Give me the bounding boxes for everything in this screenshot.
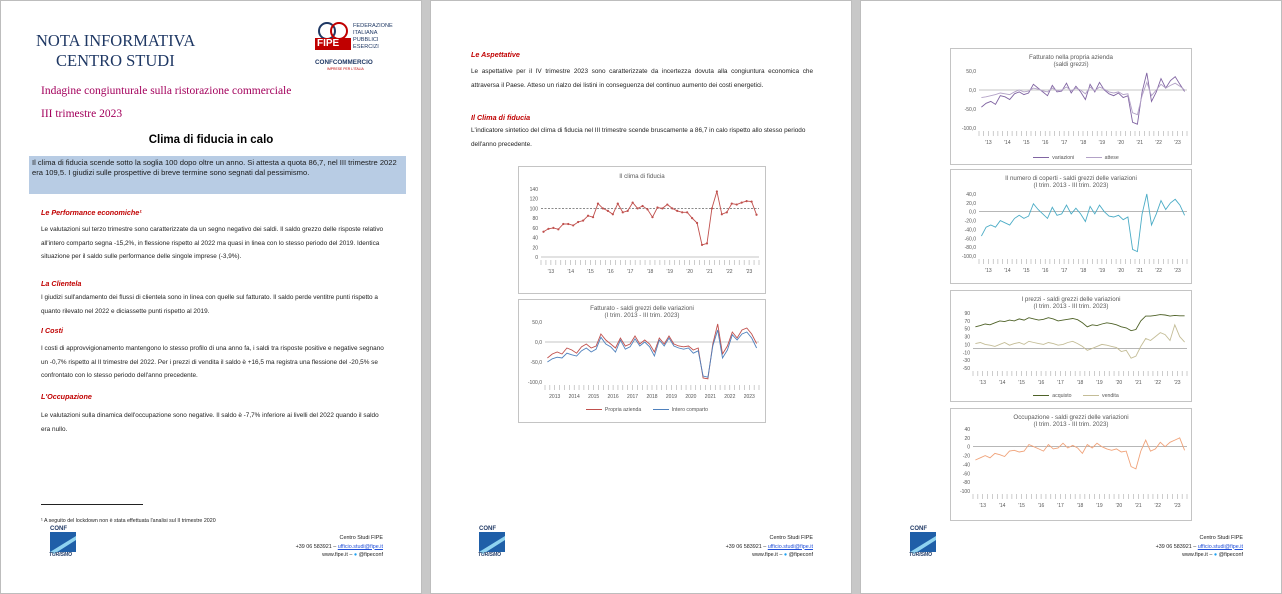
y-tick-label: 0 [535,255,538,261]
y-tick-label: 20 [964,435,970,442]
footer-org: Centro Studi FIPE [769,535,813,541]
data-point [552,227,554,229]
x-tick-label: '16 [1041,268,1049,274]
legend-variazioni: variazioni [1052,155,1075,161]
y-tick-label: -100 [959,489,970,495]
footer-web: www.fipe.it – [1182,552,1214,558]
data-point [632,202,634,204]
footnote-divider [41,504,143,505]
footer-email-link[interactable]: ufficio.studi@fipe.it [767,543,813,550]
chart-title: Il numero di coperti - saldi grezzi delle variazioni [1005,175,1137,182]
data-point [592,216,594,218]
series-line-attese [981,82,1184,114]
footer-email-link[interactable]: ufficio.studi@fipe.it [1197,543,1243,550]
page-1 [0,0,422,594]
x-tick-label: '16 [1037,380,1045,386]
x-tick-label: '17 [1060,268,1068,274]
x-tick-label: '15 [587,269,594,275]
data-point [706,242,708,244]
y-tick-label: 40 [964,427,970,433]
footer-email-link[interactable]: ufficio.studi@fipe.it [337,543,383,550]
x-tick-label: '19 [1098,140,1106,146]
x-tick-label: '22 [1154,380,1162,386]
y-tick-label: -50,0 [964,107,976,113]
footer-social: @fipeconf [788,552,813,558]
data-point [691,217,693,219]
data-point [656,206,658,208]
data-point [651,216,653,218]
y-tick-label: 120 [529,196,538,203]
data-point [602,207,604,209]
chart-subtitle: (I trim. 2013 - III trim. 2023) [1033,421,1109,428]
data-point [612,213,614,215]
x-tick-label: '20 [1117,140,1125,146]
section-costi-text: I costi di approvvigionamento mantengono lo stesso profilo di una anno fa, i saldi tra risposte positive e negative segnano un -0,7% rispetto al II trimestre del 2022. Per i prezzi di vendita il saldo è +16,5 ma registra una flessione del -20,5% se confrontato con lo stesso periodo dell'anno precedente. [41,345,384,379]
y-tick-label: -60,0 [964,236,976,243]
fipe-federation-text: FEDERAZIONE ITALIANA PUBBLICI ESERCIZI [353,23,393,50]
y-tick-label: -50,0 [530,360,542,366]
x-tick-label: '19 [1096,380,1103,386]
chart-title: I prezzi - saldi grezzi delle variazioni [1021,296,1121,303]
confturismo-logo-top: CONF [479,526,496,532]
chart-title: Occupazione - saldi grezzi delle variazioni [1013,414,1129,421]
x-tick-label: 2018 [646,394,658,400]
x-tick-label: '14 [998,503,1006,509]
x-tick-label: '16 [1041,140,1049,146]
data-point [582,219,584,221]
x-tick-label: 2015 [588,394,600,400]
x-tick-label: '14 [1004,268,1011,274]
footer-social: @fipeconf [358,552,383,558]
legend-intero-comparto: Intero comparto [671,407,709,413]
x-tick-label: '15 [1018,380,1025,386]
fipe-logo [313,21,403,73]
chart-clima-fiducia [518,166,766,294]
chart-title: Il clima di fiducia [619,173,665,180]
x-tick-label: '21 [1136,268,1143,274]
data-point [701,244,703,246]
data-point [577,221,579,223]
page-3 [860,0,1282,594]
x-tick-label: '20 [686,269,693,275]
y-tick-label: 30 [964,334,970,341]
series-line-intero-comparto [547,330,756,377]
series-line-occupazione [975,438,1184,469]
chart-coperti [950,169,1192,284]
doc-title-line1: NOTA INFORMATIVA [36,31,196,50]
legend-propria-azienda: Propria azienda [604,407,642,413]
y-tick-label: -40 [962,462,970,469]
legend-vendita: vendita [1102,393,1119,399]
chart-clima-plot [519,167,767,285]
section-aspettative-title: Le Aspettative [471,50,520,59]
x-tick-label: '23 [1174,140,1181,146]
x-tick-label: '20 [1117,268,1125,274]
page-footer [726,534,813,560]
twitter-icon: ● [353,552,358,558]
data-point [741,202,743,204]
y-tick-label: 60 [532,225,538,232]
data-point [671,207,673,209]
chart-title: Fatturato - saldi grezzi delle variazioni [590,305,694,312]
x-tick-label: '21 [1136,140,1143,146]
data-point [746,200,748,202]
x-tick-label: '14 [567,269,574,275]
y-tick-label: 80 [532,216,538,223]
section-performance-title: Le Performance economiche¹ [41,208,142,217]
x-tick-label: '22 [1155,140,1162,146]
data-point [567,223,569,225]
x-tick-label: '22 [1155,268,1162,274]
section-clima-title: Il Clima di fiducia [471,113,531,122]
chart-prezzi [950,290,1192,402]
x-tick-label: '22 [1154,503,1162,509]
y-tick-label: -60 [962,471,970,478]
x-tick-label: 2023 [743,394,755,400]
x-tick-label: '18 [1079,140,1087,146]
confturismo-logo [908,526,940,560]
x-tick-label: '16 [607,269,614,275]
y-tick-label: 50,0 [532,320,542,326]
x-tick-label: '13 [547,269,555,275]
y-tick-label: -50 [962,366,970,372]
page-footer [1156,534,1243,560]
data-point [755,214,757,216]
x-tick-label: '23 [1174,503,1181,509]
footer-web: www.fipe.it – [752,552,784,558]
y-tick-label: 70 [964,318,970,325]
x-tick-label: '23 [745,269,753,275]
data-point [681,211,683,213]
confturismo-logo [48,526,80,560]
footer-phone: +39 06 583921 – [295,543,338,550]
x-tick-label: 2020 [685,394,697,400]
y-tick-label: -10 [962,350,970,357]
legend-acquisto: acquisto [1052,393,1072,399]
section-clientela-text: I giudizi sull'andamento dei flussi di clientela sono in linea con quelle sul fatturato. Il saldo perde ventitre punti rispetto a quanto rilevato nel 2022 e diciassette punti rispetto al 2019. [41,294,378,315]
data-point [597,202,599,204]
y-tick-label: 0,0 [969,209,976,216]
data-point [542,231,544,233]
y-tick-label: 0,0 [535,340,542,346]
y-tick-label: 20,0 [966,200,976,207]
x-tick-label: '13 [985,268,992,274]
section-clientela-title: La Clientela [41,279,82,288]
series-line-vendita [975,325,1184,358]
x-tick-label: '17 [1060,140,1068,146]
data-point [661,207,663,209]
y-tick-label: -100,0 [961,126,976,132]
section-occupazione-title: L'Occupazione [41,392,92,401]
y-tick-label: 90 [964,311,970,317]
data-point [726,211,728,213]
confcommercio-subtext: IMPRESE PER L'ITALIA [327,67,364,71]
footer-phone: +39 06 583921 – [1155,543,1198,550]
footer-web: www.fipe.it – [322,552,354,558]
y-tick-label: 10 [964,342,970,349]
x-tick-label: '15 [1023,140,1030,146]
data-point [547,228,549,230]
data-point [686,211,688,213]
x-tick-label: '13 [979,503,986,509]
x-tick-label: '17 [1057,380,1064,386]
y-tick-label: -80,0 [964,245,976,252]
data-point [572,224,574,226]
data-point [750,201,752,203]
data-point [627,210,629,212]
chart-legend [951,155,1191,161]
x-tick-label: 2021 [704,394,716,400]
x-tick-label: '16 [1037,503,1045,509]
data-point [736,203,738,205]
data-point [607,210,609,212]
x-tick-label: '17 [626,269,634,275]
confturismo-logo [477,526,509,560]
footer-org: Centro Studi FIPE [1199,535,1243,541]
chart-fatturato-azienda [950,48,1192,165]
x-tick-label: '14 [998,380,1006,386]
confturismo-logo-top: CONF [910,526,927,532]
data-point [622,211,624,213]
x-tick-label: '17 [1057,503,1064,509]
doc-subtitle: Indagine congiunturale sulla ristorazione commerciale [41,85,292,97]
data-point [557,228,559,230]
x-tick-label: '19 [1096,503,1103,509]
x-tick-label: '21 [1135,380,1142,386]
x-tick-label: '18 [1076,503,1084,509]
data-point [562,223,564,225]
x-tick-label: 2019 [665,394,678,400]
section-clima-text: L'indicatore sintetico del clima di fiducia nel III trimestre scende bruscamente a 86,7 in calo rispetto allo stesso periodo dell'anno precedente. [471,127,806,148]
data-point [587,215,589,217]
data-point [646,208,648,210]
x-tick-label: '19 [1098,268,1106,274]
chart-fatturato-p2 [518,299,766,423]
x-tick-label: '22 [726,269,733,275]
footer-phone: +39 06 583921 – [725,543,768,550]
data-point [696,222,698,224]
highlight-box: Il clima di fiducia scende sotto la soglia 100 dopo oltre un anno. Si attesta a quota 86,7, nel III trimestre 2022 era 109,5. I giudizi sulle prospettive di breve termine sono segnati dal pessimismo. [29,156,406,194]
y-tick-label: 50,0 [966,69,976,75]
x-tick-label: '23 [1174,268,1181,274]
y-tick-label: -20 [962,453,970,460]
x-tick-label: 2014 [568,394,580,400]
data-point [641,205,643,207]
x-tick-label: '18 [1079,268,1087,274]
x-tick-label: 2016 [607,394,619,400]
y-tick-label: 100 [529,206,538,213]
footnote: ¹ A seguito del lockdown non è stata effettuata l'analisi sul II trimestre 2020 [41,518,216,524]
y-tick-label: -80 [962,480,970,487]
chart-subtitle: (saldi grezzi) [1053,61,1089,68]
doc-period: III trimestre 2023 [41,108,123,120]
series-line-acquisto [975,315,1184,331]
section-performance-text: Le valutazioni sul terzo trimestre sono caratterizzate da un segno negativo dei saldi. Il saldo grezzo delle risposte relativo all'intero comparto segna -15,2%, in flessione rispetto al 2022 ma quasi in linea con lo stesso periodo del 2019. Identica situazione per il saldo sulle performance delle singole imprese (-3,9%). [41,226,384,260]
twitter-icon: ● [783,552,788,558]
section-costi-title: I Costi [41,326,63,335]
data-point [676,210,678,212]
y-tick-label: -40,0 [964,227,976,234]
confturismo-logo-bottom: TURISMO [909,552,933,558]
chart-subtitle: (I trim. 2013 - III trim. 2023) [1033,303,1109,310]
y-tick-label: -30 [962,358,970,365]
x-tick-label: '15 [1023,268,1030,274]
twitter-icon: ● [1213,552,1218,558]
series-line-variazioni [981,73,1184,124]
y-tick-label: 0 [967,444,970,451]
confcommercio-logo-text: CONFCOMMERCIO [315,59,373,66]
legend-attese: attese [1104,155,1119,161]
data-point [666,203,668,205]
y-tick-label: -100,0 [527,380,542,386]
x-tick-label: '20 [1115,380,1123,386]
chart-subtitle: (I trim. 2013 - III trim. 2023) [604,312,680,319]
chart-occupazione [950,408,1192,521]
section-occupazione-text: Le valutazioni sulla dinamica dell'occupazione sono negative. Il saldo è -7,7% inferiore ai livelli del 2022 quando il saldo era nullo. [41,412,379,433]
y-tick-label: 0,0 [969,88,976,94]
x-tick-label: 2022 [724,394,736,400]
chart-title: Fatturato nella propria azienda [1029,54,1113,61]
y-tick-label: -20,0 [964,218,976,225]
data-point [716,190,718,192]
x-tick-label: '21 [706,269,713,275]
page-heading: Clima di fiducia in calo [148,134,274,146]
y-tick-label: 40 [532,235,538,242]
confturismo-logo-bottom: TURISMO [478,552,502,558]
y-tick-label: 40,0 [966,192,976,198]
y-tick-label: 50 [964,326,970,333]
y-tick-label: -100,0 [961,254,976,260]
data-point [637,207,639,209]
chart-subtitle: (I trim. 2013 - III trim. 2023) [1033,182,1109,189]
x-tick-label: '18 [646,269,654,275]
series-line-variazioni [981,194,1184,252]
data-point [617,202,619,204]
chart-legend [951,393,1191,399]
x-tick-label: 2017 [626,394,639,400]
y-tick-label: 20 [532,245,538,252]
confturismo-logo-bottom: TURISMO [49,552,73,558]
x-tick-label: 2013 [549,394,561,400]
footer-org: Centro Studi FIPE [339,535,383,541]
data-point [711,207,713,209]
x-tick-label: '13 [985,140,992,146]
x-tick-label: '13 [979,380,986,386]
footer-social: @fipeconf [1218,552,1243,558]
chart-legend [519,407,765,413]
confturismo-logo-top: CONF [50,526,67,532]
doc-title-line2: CENTRO STUDI [56,51,175,70]
x-tick-label: '14 [1004,140,1011,146]
x-tick-label: '20 [1115,503,1123,509]
x-tick-label: '15 [1018,503,1025,509]
data-point [721,213,723,215]
page-footer [296,534,383,560]
data-point [731,202,733,204]
section-aspettative-text: Le aspettative per il IV trimestre 2023 sono caratterizzate da incertezza dovuta alla congiuntura economica che attraversa il Paese. Atteso un rialzo dei listini in conseguenza del continuo aumento dei costi energetici. [471,68,813,89]
x-tick-label: '18 [1076,380,1084,386]
x-tick-label: '23 [1174,380,1181,386]
fipe-logo-text: FIPE [317,38,340,49]
x-tick-label: '19 [666,269,674,275]
page-2 [430,0,852,594]
x-tick-label: '21 [1135,503,1142,509]
y-tick-label: 140 [529,187,538,193]
series-line-clima-di-fiducia [544,191,757,245]
